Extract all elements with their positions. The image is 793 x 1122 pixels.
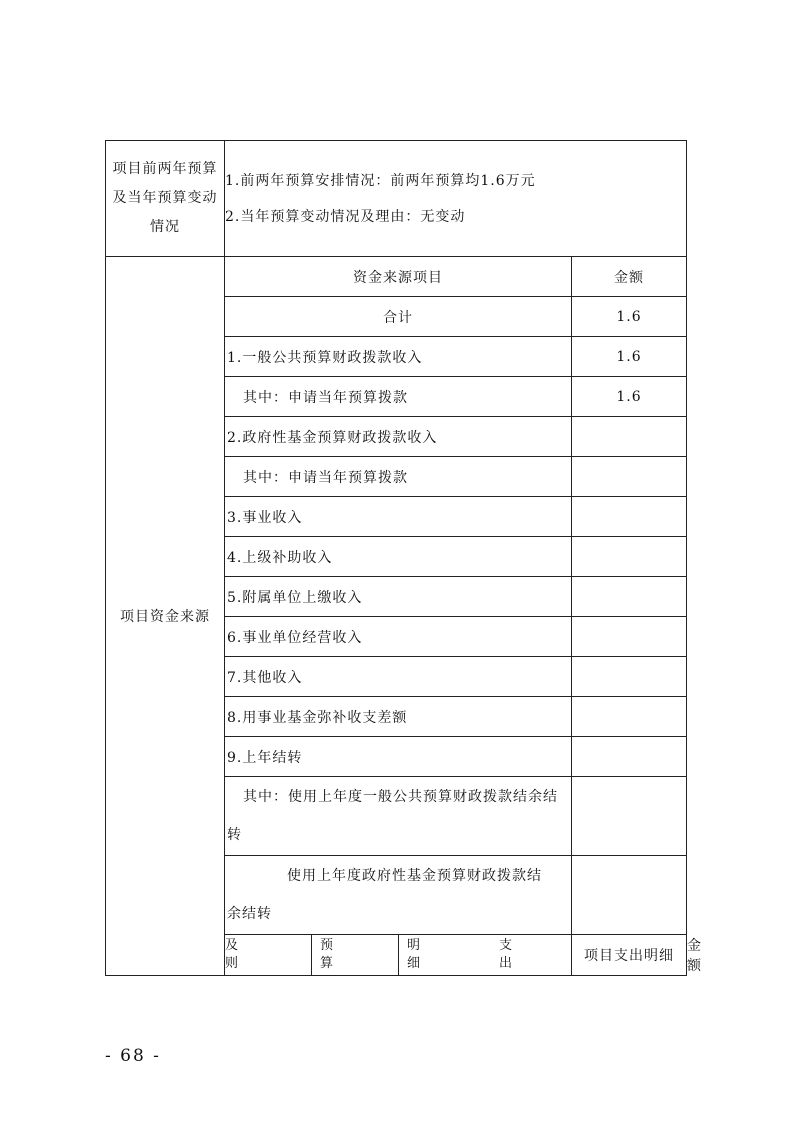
expense-label: 及 则 预 算 明 细 支 出 [225,935,572,976]
funding-row-amount [572,617,687,657]
funding-label: 项目资金来源 [106,257,225,976]
funding-row-text: 其中：申请当年预算拨款 [225,457,572,497]
funding-row-amount: 1.6 [572,377,687,417]
prev-budget-line1: 1.前两年预算安排情况：前两年预算均1.6万元 [225,172,536,189]
funding-row-text: 7.其他收入 [225,657,572,697]
prev-budget-line2: 2.当年预算变动情况及理由：无变动 [225,208,466,225]
prev-budget-content [225,141,687,257]
funding-row-text: 8.用事业基金弥补收支差额 [225,697,572,737]
funding-row-text: 9.上年结转 [225,737,572,777]
funding-row-amount [572,777,687,856]
funding-row-amount [572,657,687,697]
funding-row-amount [572,417,687,457]
funding-col-item: 资金来源项目 [225,257,572,297]
page-number: - 68 - [105,1046,161,1066]
funding-row-amount [572,697,687,737]
prev-budget-row [106,141,687,257]
carry-over-general: 其中：使用上年度一般公共预算财政拨款结余结 转 [225,777,572,856]
funding-row-amount: 1.6 [572,297,687,337]
funding-row-amount [572,577,687,617]
prev-budget-label: 项目前两年预算 及当年预算变动 情况 [106,141,225,257]
funding-row-text: 5.附属单位上缴收入 [225,577,572,617]
funding-row-text: 其中：申请当年预算拨款 [225,377,572,417]
funding-header-row [106,257,687,297]
funding-row-text: 1.一般公共预算财政拨款收入 [225,337,572,377]
funding-row-amount [572,457,687,497]
funding-row-text: 2.政府性基金预算财政拨款收入 [225,417,572,457]
funding-col-amount: 金额 [572,257,687,297]
funding-row-amount [572,537,687,577]
expense-header-row: 及 则 预 算 明 细 支 出 项目支出明细 金额 [106,935,687,976]
expense-col-item: 项目支出明细 [572,935,687,976]
funding-row-amount [572,737,687,777]
funding-row-amount: 1.6 [572,337,687,377]
funding-row-text: 合计 [225,297,572,337]
carry-over-fund: 使用上年度政府性基金预算财政拨款结 余结转 [225,856,572,935]
funding-row-amount [572,497,687,537]
funding-row-text: 6.事业单位经营收入 [225,617,572,657]
funding-row-text: 4.上级补助收入 [225,537,572,577]
funding-row-amount [572,856,687,935]
funding-row-text: 3.事业收入 [225,497,572,537]
budget-table [105,140,702,976]
